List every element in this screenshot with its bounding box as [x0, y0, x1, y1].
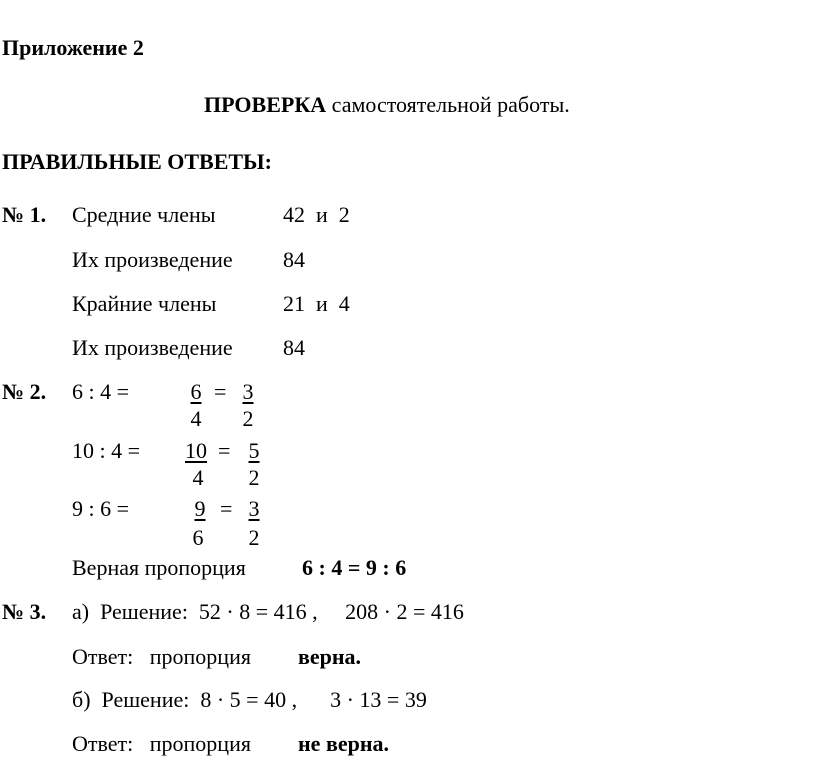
- task1-value-4: 84: [283, 335, 305, 360]
- task3-number: № 3.: [2, 599, 47, 624]
- task1-label-2: Их произведение: [72, 247, 233, 272]
- task1-value-3: 21 и 4: [283, 291, 350, 316]
- task2-correct-label: Верная пропорция: [72, 555, 246, 580]
- task2-fraction2-numerator-2: 5: [248, 438, 260, 463]
- task2-fraction1-denominator-3: 6: [192, 525, 204, 550]
- task1-value-1: 42 и 2: [283, 202, 350, 227]
- task3-b-answer-label: Ответ: пропорция: [72, 731, 251, 756]
- task3-b-answer-value: не верна.: [298, 731, 389, 756]
- answers-title: ПРАВИЛЬНЫЕ ОТВЕТЫ:: [2, 149, 272, 174]
- check-title-rest: самостоятельной работы.: [326, 92, 570, 117]
- task2-fraction1-denominator-2: 4: [192, 465, 204, 490]
- page-heading: Приложение 2: [2, 35, 144, 60]
- task1-label-4: Их произведение: [72, 335, 233, 360]
- task2-fraction2-numerator-3: 3: [248, 496, 260, 521]
- task2-number: № 2.: [2, 379, 47, 404]
- check-title-bold: ПРОВЕРКА: [204, 92, 327, 117]
- task3-b-solution: б) Решение: 8 · 5 = 40 , 3 · 13 = 39: [72, 687, 427, 712]
- task2-correct-value: 6 : 4 = 9 : 6: [302, 555, 407, 580]
- task1-label-3: Крайние члены: [72, 291, 217, 316]
- task2-fraction1-numerator-1: 6: [190, 379, 202, 404]
- task2-fraction1-denominator-1: 4: [190, 406, 202, 431]
- task2-expr-2: 10 : 4 =: [72, 438, 141, 463]
- task2-fraction2-denominator-2: 2: [248, 465, 260, 490]
- task2-expr-1: 6 : 4 =: [72, 379, 130, 404]
- task3-a-solution: а) Решение: 52 · 8 = 416 , 208 · 2 = 416: [72, 599, 464, 624]
- task2-equals-3: =: [220, 496, 233, 521]
- task2-fraction2-numerator-1: 3: [242, 379, 254, 404]
- task2-fraction2-denominator-1: 2: [242, 406, 254, 431]
- task1-value-2: 84: [283, 247, 305, 272]
- task3-a-answer-label: Ответ: пропорция: [72, 644, 251, 669]
- task2-equals-2: =: [218, 438, 231, 463]
- task1-number: № 1.: [2, 202, 47, 227]
- task1-label-1: Средние члены: [72, 202, 216, 227]
- task3-a-answer-value: верна.: [298, 644, 362, 669]
- task2-equals-1: =: [214, 379, 227, 404]
- check-title: [204, 94, 570, 116]
- task2-fraction1-numerator-2: 10: [185, 438, 207, 463]
- task2-fraction1-numerator-3: 9: [194, 496, 206, 521]
- task2-fraction2-denominator-3: 2: [248, 525, 260, 550]
- task2-expr-3: 9 : 6 =: [72, 496, 130, 521]
